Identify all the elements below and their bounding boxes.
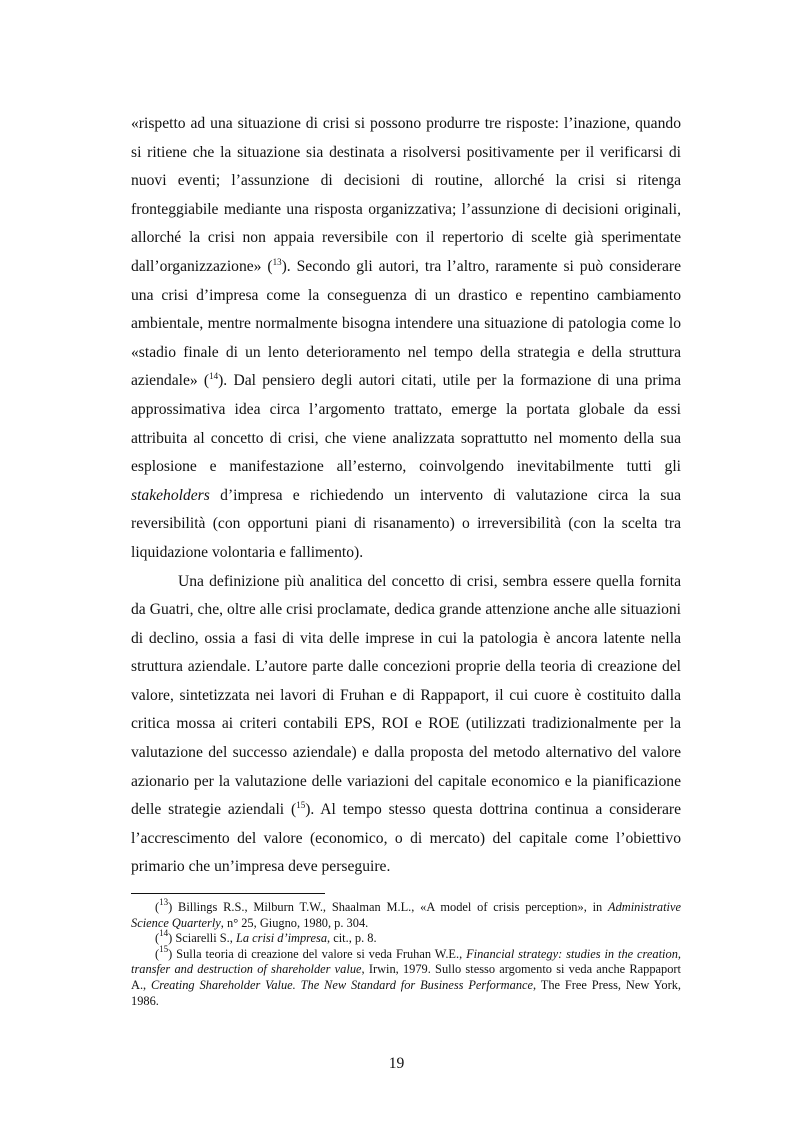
footnote-ref-14[interactable]: 14 [209, 371, 219, 382]
footnote-number: 15 [159, 943, 169, 954]
footnote-14: ($^{14}$) Sciarelli S., La crisi d’impresa, cit., p. 8. [155, 928, 377, 946]
footnote-13: ($^{13}$) Billings R.S., Milburn T.W., Shaalman M.L., «A model of crisis perception», in Administrative Science Quarterly, n° 25, Giugno, 1980, p. 304. [131, 897, 681, 930]
paragraph-text: ). Secondo gli autori, tra l’altro, raramente si può considerare una crisi d’impresa come la conseguenza di un drastico e repentino cambiamento ambientale, mentre normalmente bisogna intendere una situazione di patologia come lo «stadio finale di un lento deterioramento nel tempo della strategia e della struttura aziendale» ( [131, 257, 681, 390]
paragraph-2 [131, 568, 681, 883]
book-title: Financial strategy: studies in the creation, transfer and destruction of shareholder value [131, 946, 681, 977]
paragraph-text: d’impresa e richiedendo un intervento di valutazione circa la sua reversibilità (con opportuni piani di risanamento) o irreversibilità (con la scelta tra liquidazione volontaria e fallimento). [131, 486, 681, 561]
page-number: 19 [388, 1055, 405, 1072]
book-title: Creating Shareholder Value. The New Standard for Business Performance [151, 977, 534, 992]
footnote-ref-15[interactable]: 15 [296, 800, 306, 811]
paragraph-1 [131, 110, 681, 568]
footnote-separator [131, 893, 325, 894]
footnote-number: 14 [159, 928, 169, 939]
footnote-number: 13 [159, 897, 169, 907]
emphasis-text: stakeholders [131, 486, 210, 504]
footnotes [131, 897, 681, 1009]
paragraph-text: ). Al tempo stesso questa dottrina continua a considerare l’accrescimento del valore (economico, o di mercato) del capitale come l’obiettivo primario che un’impresa deve perseguire. [131, 801, 682, 876]
body-text [131, 110, 681, 882]
paragraph-text: «rispetto ad una situazione di crisi si possono produrre tre risposte: l’inazione, quando si ritiene che la situazione sia destinata a risolversi positivamente per il verificarsi di nuovi eventi; l’assunzione di decisioni di routine, allorché la crisi si ritenga fronteggiabile mediante una risposta organizzativa; l’assunzione di decisioni originali, allorché la crisi non appaia reversibile con il repertorio di scelte già sperimentate dall’organizzazione» ( [131, 115, 681, 275]
footnote-15: ($^{15}$) Sulla teoria di creazione del valore si veda Fruhan W.E., Financial strategy: studies in the creation, transfer and destruction of shareholder value, Irwin, 1979. Sullo stesso argomento si veda anche Rappaport A., Creating Shareholder Value. The New Standard for Business Performance, The Free Press, New York, 1986. [131, 943, 681, 1008]
footnote-ref-13[interactable]: 13 [272, 256, 282, 267]
paragraph-text: ). Dal pensiero degli autori citati, utile per la formazione di una prima approssimativa idea circa l’argomento trattato, emerge la portata globale da essi attribuita al concetto di crisi, che viene analizzata soprattutto nel momento della sua esplosione e manifestazione all’esterno, coinvolgendo inevitabilmente tutti gli [131, 372, 681, 476]
paragraph-text: Una definizione più analitica del concetto di crisi, sembra essere quella fornita da Guatri, che, oltre alle crisi proclamate, dedica grande attenzione anche alle situazioni di declino, ossia a fasi di vita delle imprese in cui la patologia è ancora latente nella struttura aziendale. L’autore parte dalle concezioni proprie della teoria di creazione del valore, sintetizzata nei lavori di Fruhan e di Rappaport, il cui cuore è costituito dalla critica mossa ai criteri contabili EPS, ROI e ROE (utilizzati tradizionalmente per la valutazione del successo aziendale) e dalla proposta del metodo alternativo del valore azionario per la valutazione delle variazioni del capitale economico e la pianificazione delle strategie aziendali ( [131, 572, 681, 819]
journal-title: Administrative Science Quarterly [131, 900, 681, 930]
book-title: La crisi d’impresa [235, 931, 328, 946]
